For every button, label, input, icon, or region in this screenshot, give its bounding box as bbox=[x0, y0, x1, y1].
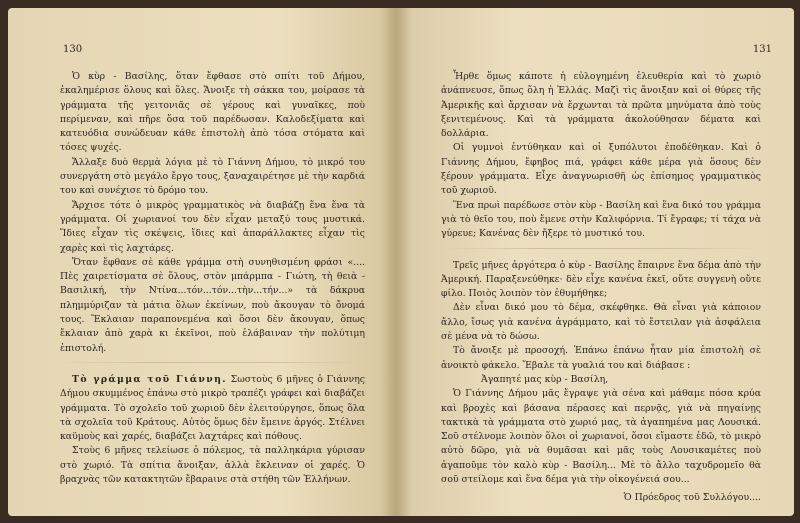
paragraph: Τρεῖς μῆνες ἀργότερα ὁ κὺρ - Βασίλης ἔπαιρνε ἕνα δέμα ἀπὸ τὴν Ἀμερική. Παραξενεύθηκε· δὲν εἶχε κανένα ἐκεῖ, οὔτε συγγενὴ οὔτε φίλο. Ποιὸς λοιπὸν τὸν ἐθυμήθηκε; bbox=[441, 259, 761, 300]
left-page-text bbox=[60, 70, 365, 487]
section-divider bbox=[60, 362, 365, 363]
paragraph: Τὸ ἄνοιξε μὲ προσοχή. Ἐπάνω ἐπάνω ἦταν μία ἐπιστολὴ σὲ ἀνοικτὸ φάκελο. Ἔβαλε τὰ γυαλιά του καὶ διάβασε : bbox=[441, 345, 761, 371]
paragraph: Ὁ κὺρ - Βασίλης, ὅταν ἔφθασε στὸ σπίτι τοῦ Δήμου, ἐκαλημέρισε ὅλους καὶ ὅλες. Ἄνοιξε τὴ σάκκα του, μοίρασε τὰ γράμματα τῆς γειτονιᾶς σὲ γέρους καὶ γυναῖκες, ποὺ περίμεναν, καὶ πῆρε ὅσα τοῦ παρέδωσαν. Καλοδεξίματα καὶ κατευόδια συνώδευαν κάθε ἐπιστολὴ ἀπὸ τόσα στόματα καὶ τόσες ψυχές. bbox=[60, 71, 365, 154]
letter-body: Ὁ Γιάννης Δήμου μᾶς ἔγραψε γιὰ σένα καὶ μάθαμε πόσα κρύα καὶ βροχὲς καὶ βάσανα πέρασες καὶ περνᾷς, γιὰ νὰ πηγαίνῃς τακτικὰ τὰ γράμματα στὸ χωριό μας, τὰ ἀγαπημένα μας Λουσικά. Σοῦ στέλνομε λοιπὸν ὅλοι οἱ χωριανοί, ὅσοι εἴμαστε ἐδῶ, τὸ μικρὸ αὐτὸ δῶρο, γιὰ νὰ θυμᾶσαι καὶ μᾶς τοὺς Λουσικαμέτες ποὺ ἀγαποῦμε τὸν καλὸ κὺρ - Βασίλη... Μὲ τὸ ἄλλο ταχυδρομεῖο θὰ σοῦ στείλομε καὶ ἕνα δέμα γιὰ τὴν οἰκογένειά σου... bbox=[441, 388, 761, 486]
section-paragraph bbox=[60, 373, 365, 444]
page-number-left: 130 bbox=[63, 44, 83, 55]
paragraph: Ἕνα πρωὶ παρέδωσε στὸν κὺρ - Βασίλη καὶ ἕνα δικό του γράμμα γιὰ τὸ θεῖο του, ποὺ ἔμενε στὴν Καλιφόρνια. Τί ἔγραφε; τί τάχα νὰ γύρευε; Κανένας δὲν ἤξερε τὸ μυστικό του. bbox=[441, 199, 761, 240]
letter-signature: Ὁ Πρόεδρος τοῦ Συλλόγου.... bbox=[623, 492, 761, 504]
right-page bbox=[396, 8, 794, 516]
paragraph: Στοὺς 6 μῆνες τελείωσε ὁ πόλεμος, τὰ παλληκάρια γύρισαν στὸ χωριό. Τὰ σπίτια ἄνοιξαν, ἀλλὰ ἔκλειναν οἱ χαρές. Ὁ βραχνὰς τῶν κατακτητῶν ἔβαρaινε στὰ στήθη τῶν Ἑλλήνων. bbox=[60, 445, 365, 486]
section-divider bbox=[441, 248, 761, 249]
paragraph: Δὲν εἶναι δικό μου τὸ δέμα, σκέφθηκε. Θὰ εἶναι γιὰ κάποιον ἄλλο, ἴσως γιὰ κανένα ἀγράμματο, καὶ τὸ ἔστειλαν γιὰ ἀσφάλεια σὲ μένα νὰ τὸ δώσω. bbox=[441, 302, 761, 343]
paragraph: Ἄρχισε τότε ὁ μικρὸς γραμματικὸς νὰ διαβάζῃ ἕνα ἕνα τὰ γράμματα. Οἱ χωριανοί του δὲν εἶχαν μεταξύ τους μυστικά. Ἴδιες εἶχαν τὶς σκέψεις, ἴδιες καὶ ἀπαράλλακτες εἶχαν τὶς χαρὲς καὶ τὶς λαχτάρες. bbox=[60, 199, 365, 254]
letter-salutation: Ἀγαπητέ μας κὺρ - Βασίλη, bbox=[481, 373, 609, 385]
right-page-text bbox=[441, 70, 761, 506]
left-page bbox=[8, 8, 396, 516]
section-text: Σωστοὺς 6 μῆνες ὁ Γιάννης Δήμου σκυμμένος ἐπάνω στὸ μικρὸ τραπέζι γράφει καὶ διαβάζει γράμματα. Τὸ σχολεῖο τοῦ χωριοῦ δὲν ἐλειτούργησε, ὅπως ὅλα τὰ σχολεῖα τοῦ Κράτους. Αὐτὸς ὅμως δὲν ἔμεινε ἀργός. Στέλνει καϋμοὺς καὶ χαρές, διαβάζει λαχτάρες καὶ πόθους. bbox=[60, 373, 365, 443]
paragraph: Ἦρθε ὅμως κάποτε ἡ εὐλογημένη ἐλευθερία καὶ τὸ χωριὸ ἀνάπνευσε, ὅπως ὅλη ἡ Ἑλλάς. Μαζὶ τὶς ἄνοιξαν καὶ οἱ θύρες τῆς Ἀμερικῆς καὶ ἄρχισαν νὰ ἔρχωνται τὰ πρῶτα μηνύματα ἀπὸ τοὺς ξενιτεμένους. Καὶ τὰ γράμματα ἀκολούθησαν δέματα καὶ δολλάρια. bbox=[441, 71, 761, 140]
paragraph: Οἱ γυμνοὶ ἐντύθηκαν καὶ οἱ ξυπόλυτοι ἐποδέθηκαν. Καὶ ὁ Γιάννης Δήμου, ἔφηβος πιά, γράφει κάθε μέρα γιὰ ὅσους δὲν ξέρουν γράμματα. Εἶχε ἀναγνωρισθῆ ὡς ἐπίσημος γραμματικὸς τοῦ χωριοῦ. bbox=[441, 142, 761, 197]
paragraph: Ὅταν ἔφθανε σὲ κάθε γράμμα στὴ συνηθισμένη φράσι «.... Πὲς χαιρετίσματα σὲ ὅλους, στὸν μπάρμπα - Γιώτη, τὴ θειὰ - Βασιλική, τὴν Ντίνα...τόν...τόν...τὴν...τήν...» τὰ δάκρυα πλημμύριζαν τὰ μάτια ὅλων ἐκείνων, ποὺ ἄκουγαν τὸ ὄνομά τους. Ἔκλαιαν παραπονεμένα καὶ ὅσοι δὲν ἄκουγαν, ὅπως ἔκλαιαν ἀπὸ χαρὰ κι ἐκεῖνοι, ποὺ ἐλάβαιναν τὴν πολύτιμη ἐπιστολή. bbox=[60, 256, 365, 354]
page-number-right: 131 bbox=[752, 44, 772, 55]
paragraph: Ἄλλαξε δυὸ θερμὰ λόγια μὲ τὸ Γιάννη Δήμου, τὸ μικρό του συνεργάτη στὸ μεγάλο ἔργο τους, ξαναχαιρέτησε μὲ τὴν καρδιά του καὶ συνέχισε τὸ δρόμο του. bbox=[60, 156, 365, 197]
section-title: Τὸ γράμμα τοῦ Γιάννη. bbox=[72, 373, 227, 385]
